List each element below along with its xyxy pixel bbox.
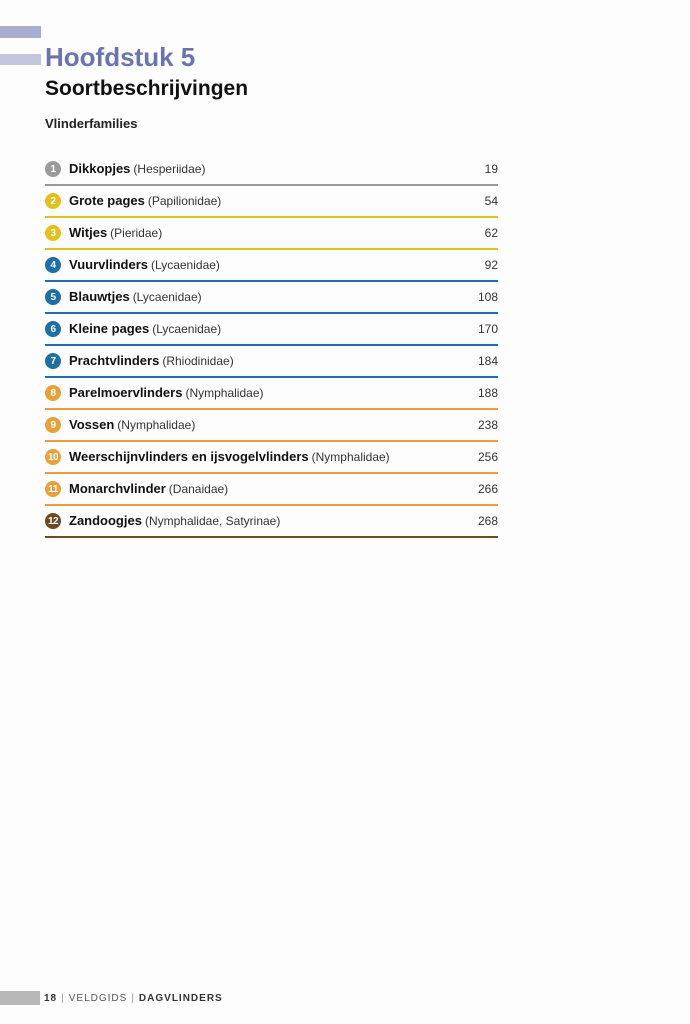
family-name: Parelmoervlinders <box>69 385 183 400</box>
family-latin-name: (Lycaenidae) <box>150 258 220 272</box>
toc-entry[interactable] <box>45 282 498 314</box>
page-number: 184 <box>477 354 498 368</box>
family-latin-name: (Danaidae) <box>168 482 229 496</box>
chapter-number-badge: 5 <box>45 289 61 305</box>
footer-page-number: 18 <box>44 992 58 1004</box>
family-name: Zandoogjes <box>69 513 142 528</box>
footer-separator: | <box>61 992 65 1004</box>
chapter-number-badge: 12 <box>45 513 61 529</box>
family-name: Grote pages <box>69 193 145 208</box>
family-name: Monarchvlinder <box>69 481 166 496</box>
toc-entry[interactable] <box>45 218 498 250</box>
page-number: 54 <box>484 194 498 208</box>
decorative-bar <box>0 26 41 38</box>
footer-bar <box>0 991 40 1005</box>
toc-entry-text <box>69 160 485 178</box>
toc-entry[interactable] <box>45 506 498 538</box>
chapter-title: Hoofdstuk 5 <box>45 42 196 72</box>
page-number: 256 <box>477 450 498 464</box>
page-number: 19 <box>484 162 498 176</box>
chapter-number-badge: 3 <box>45 225 61 241</box>
page-number: 268 <box>477 514 498 528</box>
footer-series: VELDGIDS <box>68 992 128 1004</box>
family-latin-name: (Pieridae) <box>110 226 163 240</box>
page-number: 62 <box>484 226 498 240</box>
family-latin-name: (Nymphalidae) <box>117 418 196 432</box>
toc-entry-text <box>69 416 478 434</box>
chapter-number-badge: 2 <box>45 193 61 209</box>
decorative-bar <box>0 54 41 65</box>
toc-entry-text <box>69 384 478 402</box>
toc-entry-text <box>69 288 478 306</box>
family-latin-name: (Nymphalidae) <box>311 450 390 464</box>
chapter-number-badge: 10 <box>45 449 61 465</box>
toc-entry-text <box>69 320 478 338</box>
family-name: Blauwtjes <box>69 289 130 304</box>
table-of-contents <box>45 154 498 538</box>
chapter-number-badge: 1 <box>45 161 61 177</box>
family-latin-name: (Lycaenidae) <box>132 290 202 304</box>
page-number: 108 <box>477 290 498 304</box>
family-name: Weerschijnvlinders en ijsvogelvlinders <box>69 449 309 464</box>
family-name: Dikkopjes <box>69 161 131 176</box>
toc-entry-text <box>69 224 485 242</box>
toc-entry[interactable] <box>45 314 498 346</box>
toc-entry[interactable] <box>45 154 498 186</box>
toc-entry-text <box>69 352 478 370</box>
toc-entry[interactable] <box>45 250 498 282</box>
family-latin-name: (Lycaenidae) <box>152 322 222 336</box>
chapter-number-badge: 11 <box>45 481 61 497</box>
family-latin-name: (Nymphalidae) <box>185 386 264 400</box>
chapter-number-badge: 7 <box>45 353 61 369</box>
section-label: Vlinderfamilies <box>45 116 138 131</box>
chapter-number-badge: 6 <box>45 321 61 337</box>
toc-entry[interactable] <box>45 410 498 442</box>
toc-entry[interactable] <box>45 474 498 506</box>
family-name: Kleine pages <box>69 321 150 336</box>
toc-entry[interactable] <box>45 346 498 378</box>
chapter-number-badge: 8 <box>45 385 61 401</box>
page-number: 188 <box>477 386 498 400</box>
page-footer <box>0 990 223 1006</box>
toc-entry[interactable] <box>45 186 498 218</box>
family-latin-name: (Nymphalidae, Satyrinae) <box>144 514 281 528</box>
family-name: Vuurvlinders <box>69 257 148 272</box>
toc-entry[interactable] <box>45 442 498 474</box>
toc-entry-text <box>69 480 478 498</box>
page-number: 266 <box>477 482 498 496</box>
chapter-number-badge: 9 <box>45 417 61 433</box>
toc-entry-text <box>69 192 485 210</box>
toc-entry-text <box>69 512 478 530</box>
footer-book-title: DAGVLINDERS <box>138 992 223 1004</box>
footer-separator: | <box>131 992 135 1004</box>
toc-entry-text <box>69 256 485 274</box>
page-number: 170 <box>477 322 498 336</box>
footer-text <box>44 993 223 1004</box>
chapter-subtitle: Soortbeschrijvingen <box>45 77 249 100</box>
family-name: Vossen <box>69 417 115 432</box>
family-latin-name: (Papilionidae) <box>147 194 222 208</box>
family-latin-name: (Rhiodinidae) <box>162 354 234 368</box>
page-number: 238 <box>477 418 498 432</box>
family-name: Witjes <box>69 225 108 240</box>
family-latin-name: (Hesperiidae) <box>133 162 206 176</box>
toc-entry[interactable] <box>45 378 498 410</box>
family-name: Prachtvlinders <box>69 353 160 368</box>
toc-entry-text <box>69 448 478 466</box>
page-number: 92 <box>484 258 498 272</box>
chapter-number-badge: 4 <box>45 257 61 273</box>
